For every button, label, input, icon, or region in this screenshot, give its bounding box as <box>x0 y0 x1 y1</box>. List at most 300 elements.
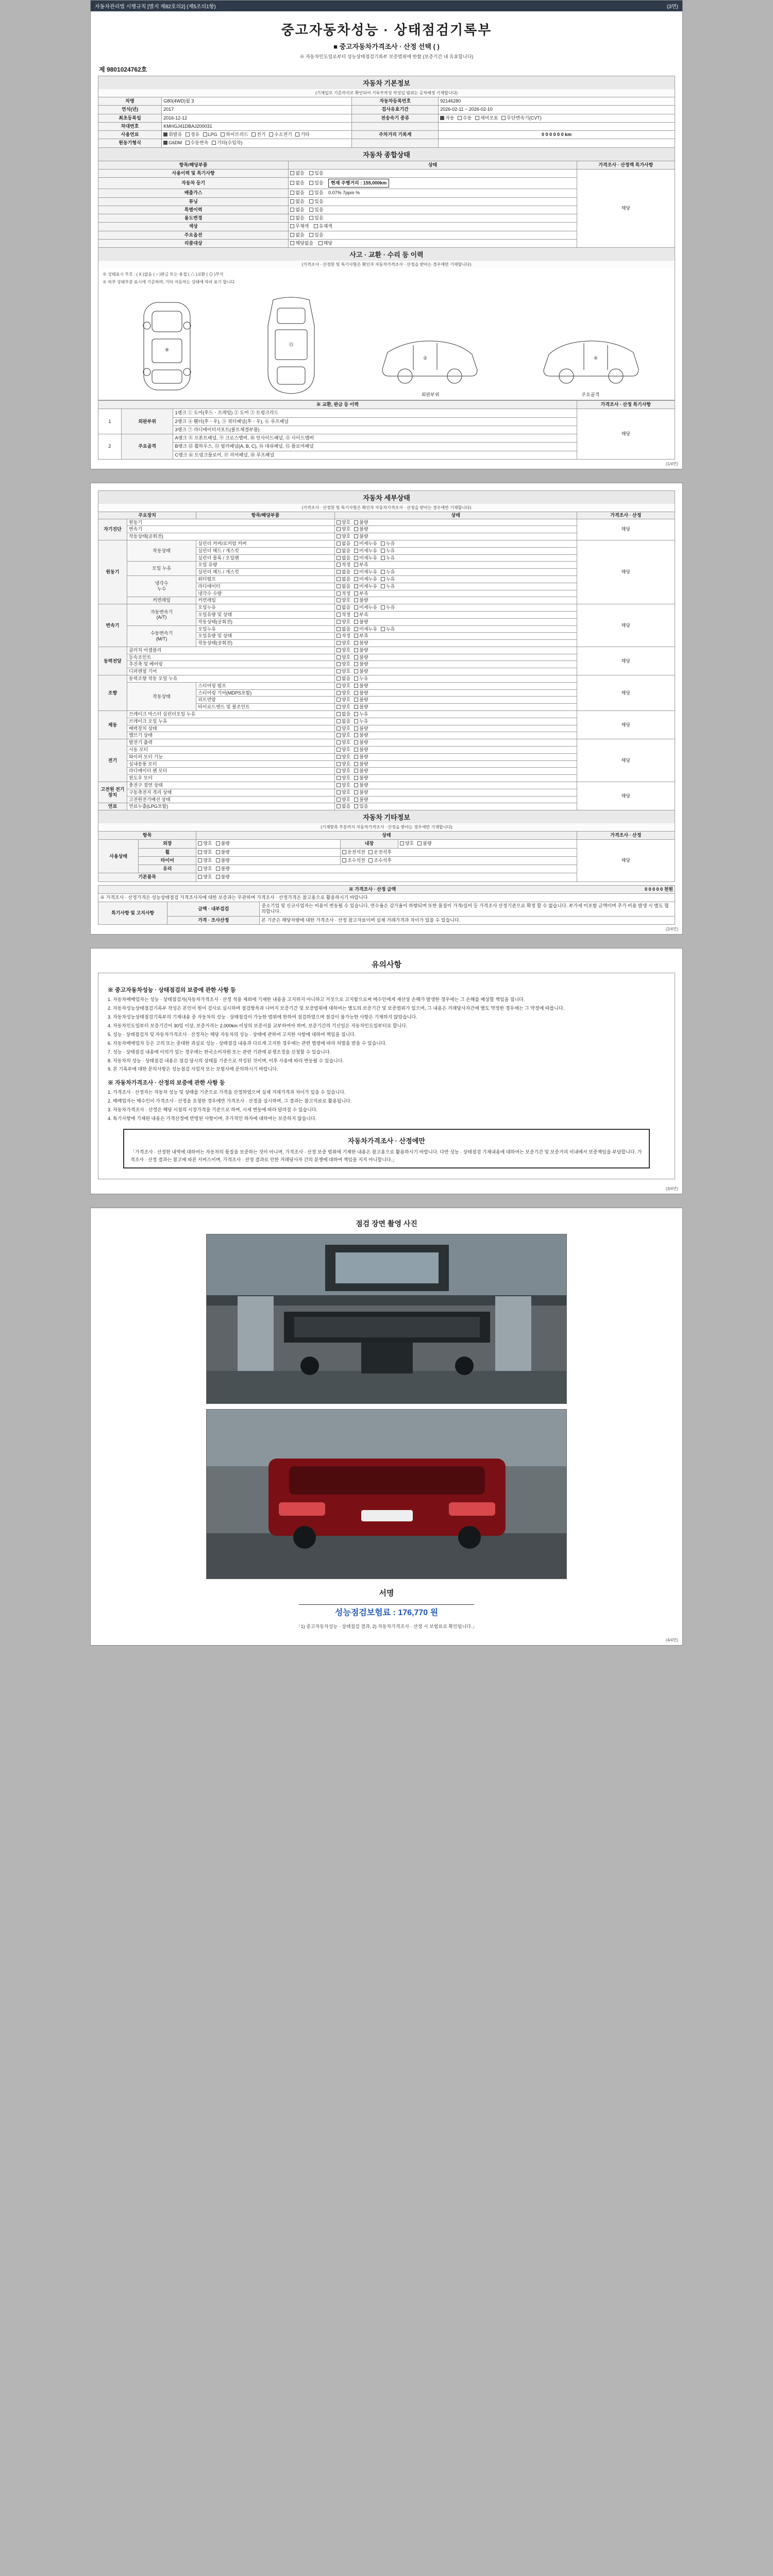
detail-note: 해당 <box>577 519 675 540</box>
checkbox-chromatic[interactable]: 유채색 <box>314 224 332 229</box>
checkbox-good[interactable]: 양호 <box>337 520 350 526</box>
front-view-svg <box>128 295 206 398</box>
checkbox-none[interactable]: 없음 <box>337 605 350 611</box>
field-value-fuel <box>162 131 352 139</box>
detail-item: 시동 모터 <box>127 747 334 754</box>
checkbox-bad[interactable]: 불량 <box>354 797 368 803</box>
overall-item-color: 색상 <box>98 223 289 231</box>
checkbox-good[interactable]: 양호 <box>337 790 350 795</box>
detail-status <box>334 597 577 604</box>
table-row <box>98 916 675 924</box>
transmission-option-manual[interactable]: 수동 <box>458 115 472 121</box>
table-header-row <box>98 885 675 893</box>
overall-col-item: 항목/해당부품 <box>98 161 289 169</box>
checkbox-good[interactable]: 양호 <box>337 648 350 653</box>
detail-item: 오일유량 및 상태 <box>196 611 335 618</box>
checkbox-bad[interactable]: 불량 <box>417 841 431 846</box>
detail-status <box>334 675 577 683</box>
checkbox-bad[interactable]: 불량 <box>354 669 368 674</box>
signature-title: 서명 <box>379 1588 394 1598</box>
detail-status <box>334 789 577 796</box>
notice-item: 4. 특기사항에 기재된 내용은 가격산정에 반영된 사항이며, 추가적인 하자에 대하여는 보증하지 않습니다. <box>108 1116 317 1122</box>
detail-status <box>334 796 577 803</box>
detail-item: 오일누유 <box>196 604 335 612</box>
checkbox-none[interactable]: 없음 <box>337 584 350 589</box>
checkbox-adequate[interactable]: 적정 <box>337 591 350 597</box>
svg-text:④: ④ <box>593 355 598 361</box>
top-view-svg <box>258 295 325 398</box>
checkbox-bad[interactable]: 불량 <box>354 754 368 760</box>
checkbox-good[interactable]: 양호 <box>337 697 350 703</box>
field-label-carname: 차명 <box>98 97 162 106</box>
checkbox-none[interactable]: 없음 <box>337 577 350 582</box>
checkbox-good[interactable]: 양호 <box>400 841 414 846</box>
checkbox-low[interactable]: 부족 <box>354 612 368 618</box>
checkbox-bad[interactable]: 불량 <box>354 690 368 696</box>
engine-option-unknown[interactable]: 기타(수입차) <box>212 140 242 146</box>
car-diagram-front <box>128 295 206 398</box>
checkbox-good[interactable]: 양호 <box>337 527 350 532</box>
checkbox-good[interactable]: 양호 <box>337 598 350 603</box>
checkbox-leak[interactable]: 누유 <box>381 605 395 611</box>
section-accident-note: (가격조사 · 산정한 및 특기사항은 확인자 자동차가격조사 · 산정을 받아는 경우에만 기재합니다) <box>98 261 675 268</box>
detail-group-brake: 제동 <box>98 711 127 739</box>
checkbox-good[interactable]: 양호 <box>337 754 350 760</box>
checkbox-bad[interactable]: 불량 <box>216 841 230 846</box>
checkbox-good[interactable]: 양호 <box>198 874 212 880</box>
notice-item: 7. 성능 · 상태점검 내용에 이의가 있는 경우에는 한국소비자원 또는 관련 기관에 분쟁조정을 신청할 수 있습니다. <box>108 1049 331 1055</box>
field-label-vin: 차대번호 <box>98 122 162 130</box>
checkbox-achromatic[interactable]: 무채색 <box>290 224 309 229</box>
table-row <box>98 840 675 848</box>
overall-state-color <box>289 223 577 231</box>
detail-item: 브레이크 마스터 실린더오일 누유 <box>127 711 334 718</box>
checkbox-minor-leak[interactable]: 미세누유 <box>354 555 377 561</box>
checkbox-bad[interactable]: 불량 <box>354 761 368 767</box>
detail-status <box>334 725 577 732</box>
checkbox-good[interactable]: 양호 <box>337 669 350 674</box>
etc-wheel-positions <box>340 848 577 856</box>
checkbox-bad[interactable]: 불량 <box>354 520 368 526</box>
detail-note: 해당 <box>577 540 675 604</box>
checkbox-none[interactable]: 없음 <box>290 190 304 196</box>
checkbox-bad[interactable]: 불량 <box>354 747 368 753</box>
checkbox-good[interactable]: 양호 <box>198 858 212 863</box>
table-row <box>98 97 675 106</box>
form-reference: 자동차관리법 시행규칙 [별지 제82호의2] (제5조의1항) <box>95 4 216 10</box>
notice-title: 유의사항 <box>372 960 401 969</box>
overall-col-note: 가격조사 · 산정액 특가사항 <box>577 161 675 169</box>
detail-subgroup-leak: 작동상태 <box>127 540 196 561</box>
legend-note-value: 해당 <box>577 409 675 460</box>
etc-state-glass <box>196 865 577 873</box>
detail-status <box>334 647 577 654</box>
checkbox-good[interactable]: 양호 <box>337 761 350 767</box>
field-label-year: 연식(년) <box>98 106 162 114</box>
fuel-option-electric[interactable]: 전기 <box>251 132 265 138</box>
notice-item: 6. 자동차매매업자 등은 고의 또는 중대한 과실로 성능 · 상태점검 내용과 다르게 고지한 경우에는 관련 법령에 따라 처벌을 받을 수 있습니다. <box>108 1040 387 1046</box>
guarantee-title: 자동차가격조사 · 산정에만 <box>348 1137 425 1145</box>
checkbox-bad[interactable]: 불량 <box>354 740 368 745</box>
fuel-option-gasoline[interactable]: 휘발유 <box>163 132 182 138</box>
checkbox-good[interactable]: 양호 <box>337 775 350 781</box>
checkbox-leak[interactable]: 누유 <box>354 711 368 717</box>
detail-item: 클러치 어셈블리 <box>127 647 334 654</box>
table-row <box>98 647 675 654</box>
checkbox-good[interactable]: 양호 <box>337 747 350 753</box>
price-text-2: 본 기준은 해당차량에 대한 가격조사 · 산정 참고자료이며 실제 거래가격과 차이가 있을 수 있습니다. <box>260 916 675 924</box>
tire-pos-front-passenger[interactable]: 조수석전 <box>342 858 365 863</box>
checkbox-none[interactable]: 없음 <box>337 719 350 724</box>
checkbox-yes[interactable]: 있음 <box>309 199 323 205</box>
notice-item: 2. 자동차성능상태점검기록부 작성은 본인이 원이 검사로 실시하며 점검항목과 나머지 보증기간 및 보증범위에 대하여는 별도의 보증기간 및 보증범위가 있으며, 그 내용은 거래당사자간에 별도 약정한 경우에는 그 약정에 따릅니다. <box>108 1005 565 1011</box>
field-label-odometer: 주차거리 기록계 <box>352 131 439 139</box>
checkbox-good[interactable]: 양호 <box>337 619 350 625</box>
checkbox-low[interactable]: 부족 <box>354 591 368 597</box>
photo-lift-svg <box>207 1234 567 1404</box>
detail-item: 오일 유량 <box>196 562 335 569</box>
fee-note: 「1) 중고자동차성능 · 상태점검 결과, 2) 자동차가격조사 · 산정 시 보험료로 확인됩니다.」 <box>296 1623 477 1629</box>
checkbox-good[interactable]: 양호 <box>198 866 212 872</box>
detail-status <box>334 625 577 633</box>
engine-option-oem[interactable]: G6DM <box>163 140 182 146</box>
checkbox-bad[interactable]: 불량 <box>354 733 368 738</box>
checkbox-leak[interactable]: 누유 <box>381 569 395 575</box>
legend-row-text: 3랭크 ⑦ 라디에이터서포트(볼트체결부품) <box>173 426 577 434</box>
checkbox-none[interactable]: 없음 <box>337 711 350 717</box>
detail-item: 피트먼암 <box>196 697 335 704</box>
checkbox-good[interactable]: 양호 <box>337 740 350 745</box>
etc-state-basicitems <box>196 873 577 882</box>
checkbox-bad[interactable]: 불량 <box>354 534 368 539</box>
detail-status <box>334 732 577 739</box>
checkbox-good[interactable]: 양호 <box>337 640 350 646</box>
wheel-pos-rear-driver[interactable]: 운전석후 <box>368 850 392 855</box>
checkbox-none[interactable]: 없음 <box>337 548 350 554</box>
checkbox-bad[interactable]: 불량 <box>354 598 368 603</box>
detail-status <box>334 718 577 725</box>
page-footer-3: (3/4면) <box>665 1186 678 1191</box>
fee-value: 176,770 원 <box>398 1608 439 1617</box>
checkbox-none[interactable]: 없음 <box>290 180 304 186</box>
checkbox-leak[interactable]: 누유 <box>381 548 395 554</box>
notice-item: 9. 본 기록부에 대한 문의사항은 성능점검 사업자 또는 보험사에 문의하시기 바랍니다. <box>108 1066 278 1072</box>
checkbox-good[interactable]: 양호 <box>337 690 350 696</box>
detail-item: 스티어링 펌프 <box>196 682 335 689</box>
section-basic-info-title: 자동차 기본정보 <box>98 76 675 89</box>
detail-note: 해당 <box>577 711 675 739</box>
detail-item: 오일누유 <box>196 625 335 633</box>
checkbox-good[interactable]: 양호 <box>337 704 350 710</box>
checkbox-none[interactable]: 없음 <box>337 541 350 547</box>
detail-status <box>334 654 577 661</box>
detail-status <box>334 803 577 810</box>
document-number <box>99 65 675 74</box>
etc-item-glass: 유리 <box>139 865 196 873</box>
checkbox-yes[interactable]: 있음 <box>309 215 323 221</box>
photo-section-title: 점검 장면 촬영 사진 <box>356 1219 417 1228</box>
checkbox-good[interactable]: 양호 <box>337 534 350 539</box>
checkbox-leak[interactable]: 누유 <box>381 577 395 582</box>
detail-item: 실린더 커버/로커암 커버 <box>196 540 335 547</box>
checkbox-bad[interactable]: 불량 <box>354 790 368 795</box>
checkbox-adequate[interactable]: 적정 <box>337 612 350 618</box>
detail-col-note: 가격조사 · 산정 <box>577 512 675 519</box>
overall-state-options <box>289 231 577 239</box>
detail-item: 와이퍼 모터 기능 <box>127 753 334 760</box>
detail-status <box>334 562 577 569</box>
detail-note: 해당 <box>577 782 675 810</box>
transmission-option-cvt[interactable]: 무단변속기(CVT) <box>501 115 541 121</box>
field-label-fuel: 사용연료 <box>98 131 162 139</box>
checkbox-good[interactable]: 양호 <box>198 850 212 855</box>
svg-text:⑮: ⑮ <box>289 342 294 347</box>
legend-title: ※ 교환, 판금 등 이력 <box>98 401 577 409</box>
detail-status <box>334 747 577 754</box>
checkbox-leak[interactable]: 누유 <box>354 719 368 724</box>
checkbox-applicable[interactable]: 해당 <box>318 241 332 246</box>
inspection-photo-rear <box>206 1409 567 1579</box>
current-mileage-highlight: 현재 주행거리 : 155,000km <box>328 179 389 188</box>
table-row <box>98 519 675 526</box>
fuel-option-hydrogen[interactable]: 수소전기 <box>269 132 292 138</box>
fuel-option-lpg[interactable]: LPG <box>203 132 217 138</box>
wheel-pos-front-driver[interactable]: 운전석전 <box>342 850 365 855</box>
checkbox-none[interactable]: 없음 <box>290 232 304 238</box>
table-row <box>98 711 675 718</box>
checkbox-yes[interactable]: 있음 <box>309 207 323 213</box>
detail-status <box>334 760 577 768</box>
table-header-row <box>98 512 675 519</box>
table-header-row <box>98 401 675 409</box>
tire-pos-rear-passenger[interactable]: 조수석후 <box>368 858 392 863</box>
notice-item: 1. 가격조사 · 산정자는 자동차 성능 및 상태를 기준으로 가격을 산정하였으며 실제 거래가격과 차이가 있을 수 있습니다. <box>108 1090 346 1095</box>
checkbox-bad[interactable]: 불량 <box>354 726 368 732</box>
transmission-option-semiauto[interactable]: 세미오토 <box>475 115 498 121</box>
checkbox-none[interactable]: 없음 <box>290 199 304 205</box>
section-accident-title: 사고 · 교환 · 수리 등 이력 <box>98 248 675 261</box>
checkbox-bad[interactable]: 불량 <box>354 783 368 788</box>
checkbox-minor-leak[interactable]: 미세누유 <box>354 577 377 582</box>
checkbox-good[interactable]: 양호 <box>337 683 350 689</box>
checkbox-not-applicable[interactable]: 해당없음 <box>290 241 313 246</box>
detail-group-transmission: 변속기 <box>98 604 127 647</box>
engine-option-replaced[interactable]: 수동변속 <box>186 140 209 146</box>
detail-note: 해당 <box>577 739 675 782</box>
checkbox-bad[interactable]: 불량 <box>354 683 368 689</box>
detail-status <box>334 711 577 718</box>
detail-status <box>334 533 577 540</box>
checkbox-low[interactable]: 부족 <box>354 633 368 639</box>
price-sub-2: 가격 · 조사산정 <box>167 916 260 924</box>
fuel-option-other[interactable]: 기타 <box>295 132 309 138</box>
field-value-carname: G80(4WD)월 3 <box>162 97 352 106</box>
overall-item-recall: 리콜대상 <box>98 239 289 247</box>
checkbox-none[interactable]: 없음 <box>337 555 350 561</box>
detail-status <box>334 739 577 747</box>
overall-item-tuning: 튜닝 <box>98 197 289 206</box>
checkbox-low[interactable]: 부족 <box>354 562 368 568</box>
checkbox-bad[interactable]: 불량 <box>216 858 230 863</box>
detail-item: 라디에이터 <box>196 583 335 590</box>
fuel-option-hybrid[interactable]: 하이브리드 <box>221 132 248 138</box>
checkbox-minor-leak[interactable]: 미세누유 <box>354 569 377 575</box>
checkbox-none[interactable]: 없음 <box>337 804 350 809</box>
detail-item: 스티어링 기어(MDPS포함) <box>196 689 335 697</box>
notice-section-1-head: ※ 중고자동차성능 · 상태점검의 보증에 관한 사항 등 <box>108 987 236 993</box>
checkbox-bad[interactable]: 불량 <box>354 768 368 774</box>
table-row <box>98 893 675 902</box>
car-diagram-top <box>258 295 325 398</box>
table-row <box>98 139 675 147</box>
etc-col-note: 가격조사 · 산정 <box>577 832 675 840</box>
detail-item: 작동상태(공회전) <box>196 640 335 647</box>
detail-col-item: 항목/해당부품 <box>196 512 335 519</box>
table-row <box>98 902 675 917</box>
field-label-blank2 <box>352 139 439 147</box>
checkbox-none[interactable]: 없음 <box>337 626 350 632</box>
detail-status <box>334 753 577 760</box>
checkbox-leak[interactable]: 누유 <box>381 584 395 589</box>
checkbox-bad[interactable]: 불량 <box>354 619 368 625</box>
basic-info-table <box>98 97 675 148</box>
checkbox-minor-leak[interactable]: 미세누유 <box>354 584 377 589</box>
checkbox-bad[interactable]: 불량 <box>216 866 230 872</box>
field-value-plate: 92146280 <box>439 97 675 106</box>
legend-row-text: B랭크 ⑫ 휠하우스, ⑬ 필러패널(A, B, C), ⑭ 대쉬패널, ⑮ 플로어패널 <box>173 443 577 451</box>
inspection-fee <box>98 1605 675 1623</box>
checkbox-none[interactable]: 없음 <box>337 569 350 575</box>
etc-col-item: 항목 <box>98 832 196 840</box>
notice-item: 4. 자동차인도일부터 보증기간이 30일 이상, 보증거리는 2,000km 이상의 보증서를 교부하여야 하며, 보증기간의 기산일은 자동차인도일부터로 합니다. <box>108 1023 408 1028</box>
checkbox-none[interactable]: 없음 <box>290 171 304 176</box>
diagram-caption-right: 주요골격 <box>581 392 600 397</box>
checkbox-leak[interactable]: 누유 <box>381 555 395 561</box>
checkbox-minor-leak[interactable]: 미세누유 <box>354 605 377 611</box>
document-subtitle: ■ 중고자동차가격조사 · 산정 선택 ( ) <box>333 43 440 50</box>
checkbox-minor-leak[interactable]: 미세누유 <box>354 626 377 632</box>
checkbox-yes[interactable]: 있음 <box>309 171 323 176</box>
checkbox-bad[interactable]: 불량 <box>354 662 368 667</box>
checkbox-none[interactable]: 없음 <box>290 215 304 221</box>
checkbox-leak[interactable]: 누유 <box>381 626 395 632</box>
notice-item: 5. 성능 · 상태점검자 및 자동차가격조사 · 산정자는 해당 자동차의 성능 · 상태에 관하여 고지한 사항에 대하여 책임을 집니다. <box>108 1031 356 1037</box>
overall-note-value: 해당 <box>577 169 675 247</box>
checkbox-good[interactable]: 양호 <box>337 797 350 803</box>
checkbox-good[interactable]: 양호 <box>337 783 350 788</box>
detail-item: 연료누출(LPG포함) <box>127 803 334 810</box>
legend-row-text: A랭크 ⑧ 프론트패널, ⑨ 크로스멤버, ⑩ 인사이드패널, ⑪ 사이드멤버 <box>173 434 577 443</box>
table-header-row <box>98 161 675 169</box>
field-value-engine <box>162 139 352 147</box>
checkbox-bad[interactable]: 불량 <box>354 648 368 653</box>
checkbox-bad[interactable]: 불량 <box>354 704 368 710</box>
etc-info-table <box>98 831 675 882</box>
detail-item: 윈도우 모터 <box>127 775 334 782</box>
checkbox-bad[interactable]: 불량 <box>354 697 368 703</box>
checkbox-bad[interactable]: 불량 <box>354 527 368 532</box>
page-title: 중고자동차성능 · 상태점검기록부 <box>281 22 492 38</box>
checkbox-yes[interactable]: 있음 <box>309 180 323 186</box>
checkbox-none[interactable]: 없음 <box>290 207 304 213</box>
detail-status <box>334 689 577 697</box>
checkbox-adequate[interactable]: 적정 <box>337 562 350 568</box>
legend-row-text: C랭크 ⑯ 트렁크플로어, ⑰ 리어패널, ⑱ 루프패널 <box>173 451 577 459</box>
checkbox-bad[interactable]: 불량 <box>354 640 368 646</box>
checkbox-yes[interactable]: 있음 <box>354 804 368 809</box>
checkbox-good[interactable]: 양호 <box>337 733 350 738</box>
detail-item: 밸브기 상태 <box>127 732 334 739</box>
checkbox-yes[interactable]: 있음 <box>309 190 323 196</box>
table-row <box>98 604 675 612</box>
field-value-odometer: 0 0 0 0 0 0 km <box>439 131 675 139</box>
detail-status <box>334 682 577 689</box>
detail-status <box>334 519 577 526</box>
detail-item: 냉각수 수량 <box>196 590 335 597</box>
checkbox-minor-leak[interactable]: 미세누유 <box>354 541 377 547</box>
checkbox-bad[interactable]: 불량 <box>354 655 368 660</box>
notice-item: 2. 매매업자는 매수인이 가격조사 · 산정을 요청한 경우에만 가격조사 · 산정을 실시하며, 그 결과는 참고자료로 활용됩니다. <box>108 1098 352 1104</box>
overall-state-tuning <box>289 197 577 206</box>
field-label-plate: 자동차등록번호 <box>352 97 439 106</box>
detail-status <box>334 618 577 625</box>
emission-values: 0.07% 7ppm % <box>328 190 360 196</box>
field-value-blank2 <box>439 139 675 147</box>
checkbox-yes[interactable]: 있음 <box>309 232 323 238</box>
overall-state-table <box>98 161 675 248</box>
etc-state-tire <box>196 856 341 865</box>
table-header-row <box>98 832 675 840</box>
detail-status <box>334 640 577 647</box>
checkbox-adequate[interactable]: 적정 <box>337 633 350 639</box>
checkbox-leak[interactable]: 누유 <box>381 541 395 547</box>
checkbox-leak[interactable]: 누유 <box>354 676 368 682</box>
price-sub-1: 금액 · 내부검검 <box>167 902 260 917</box>
detail-status <box>334 704 577 711</box>
legend-group-no-2: 2 <box>98 434 122 460</box>
checkbox-good[interactable]: 양호 <box>337 655 350 660</box>
detail-item: 배력장치 상태 <box>127 725 334 732</box>
checkbox-bad[interactable]: 불량 <box>354 775 368 781</box>
checkbox-bad[interactable]: 불량 <box>216 874 230 880</box>
document-number-value: 9801024762호 <box>106 66 147 73</box>
checkbox-bad[interactable]: 불량 <box>216 850 230 855</box>
transmission-option-auto[interactable]: 자동 <box>440 115 454 121</box>
field-label-inspection: 검사유효기간 <box>352 106 439 114</box>
table-row <box>98 739 675 747</box>
detail-item: 작동상태(공회전) <box>196 618 335 625</box>
fee-label: 성능점검보험료 : <box>334 1608 396 1617</box>
checkbox-good[interactable]: 양호 <box>337 662 350 667</box>
notice-section-2-head: ※ 자동차가격조사 · 산정의 보증에 관한 사항 등 <box>108 1080 225 1087</box>
field-label-engine: 원동기형식 <box>98 139 162 147</box>
photo-rear-svg <box>207 1410 567 1579</box>
checkbox-good[interactable]: 양호 <box>337 768 350 774</box>
etc-col-state: 상태 <box>196 832 577 840</box>
page-footer-4: (4/4면) <box>665 1637 678 1642</box>
fuel-option-diesel[interactable]: 경유 <box>186 132 199 138</box>
detail-item: 실린더 블록 / 오일팬 <box>196 554 335 562</box>
checkbox-none[interactable]: 없음 <box>337 676 350 682</box>
checkbox-good[interactable]: 양호 <box>337 726 350 732</box>
detail-item: 실린더 헤드 / 개스킷 <box>196 569 335 576</box>
checkbox-good[interactable]: 양호 <box>198 841 212 846</box>
page-top-note <box>91 1 682 11</box>
detail-item: 추진축 및 베어링 <box>127 661 334 668</box>
checkbox-minor-leak[interactable]: 미세누유 <box>354 548 377 554</box>
section-overall-title: 자동차 종합상태 <box>98 148 675 161</box>
etc-note-value: 해당 <box>577 840 675 882</box>
